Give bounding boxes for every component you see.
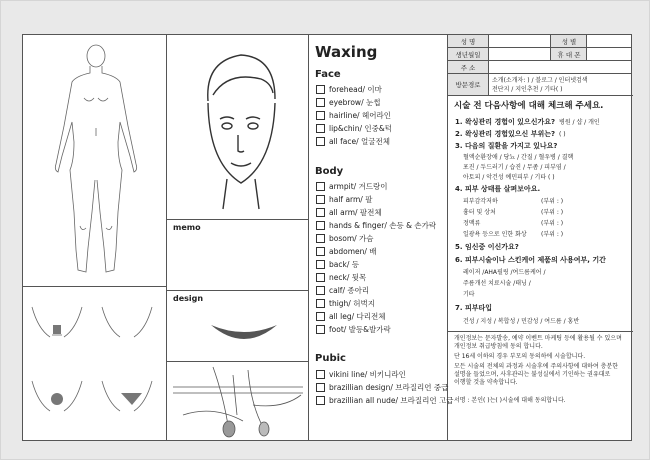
divider: [166, 35, 167, 440]
divider: [447, 95, 633, 96]
question-4-row: 흉터 및 상처: [463, 209, 496, 216]
divider: [448, 60, 632, 61]
checkbox-item[interactable]: all arm/ 팔전체: [316, 206, 436, 219]
checkbox[interactable]: [316, 370, 325, 379]
section-pubic: Pubic: [315, 353, 346, 364]
address-field[interactable]: [488, 61, 633, 73]
checkbox-item[interactable]: back/ 등: [316, 258, 436, 271]
question-4-row: 일광욕 등으로 인한 화상: [463, 231, 527, 238]
question-4-row-area: (부위 : ): [541, 209, 564, 216]
face-item-list: [316, 83, 392, 148]
question-4-row: 피부감각저하: [463, 198, 498, 205]
checkbox-item[interactable]: all leg/ 다리전체: [316, 310, 436, 323]
visit-route-label: 방문경로: [448, 74, 488, 95]
gender-field[interactable]: [586, 35, 633, 47]
section-body: Body: [315, 166, 344, 177]
checkbox-item[interactable]: brazillian all nude/ 브라질리언 고급: [316, 394, 453, 407]
divider: [447, 331, 633, 332]
question-6-line-2: 주름개선 치료시술 /태닝 /: [463, 280, 531, 287]
memo-label: memo: [173, 223, 201, 232]
checkbox[interactable]: [316, 221, 325, 230]
bikini-design-shape: [209, 323, 279, 347]
question-7-options: 건성 / 지성 / 복합성 / 민감성 / 여드름 / 홍반: [463, 318, 580, 325]
gender-label: 성 별: [550, 35, 587, 47]
question-7: 7. 피부타입: [455, 304, 493, 312]
checkbox-item[interactable]: lip&chin/ 인중&턱: [316, 122, 392, 135]
checkbox[interactable]: [316, 98, 325, 107]
waxing-consultation-sheet: [22, 34, 632, 441]
question-2: 2. 왁싱관리 경험있으신 부위는? ( ): [455, 130, 566, 138]
checkbox-item[interactable]: foot/ 발등&발가락: [316, 323, 436, 336]
birth-field[interactable]: [488, 48, 551, 60]
checkbox[interactable]: [316, 273, 325, 282]
checkbox[interactable]: [316, 299, 325, 308]
phone-label: 휴 대 폰: [550, 48, 587, 60]
question-4: 4. 피부 상태를 살펴보아요.: [455, 185, 541, 193]
divider: [488, 74, 489, 95]
pubic-area-diagrams: [24, 289, 165, 439]
divider: [166, 361, 308, 362]
checkbox-item[interactable]: bosom/ 가슴: [316, 232, 436, 245]
checkbox-item[interactable]: thigh/ 허벅지: [316, 297, 436, 310]
question-6-line-3: 기타: [463, 291, 475, 298]
checkbox[interactable]: [316, 195, 325, 204]
waxing-title: Waxing: [315, 43, 378, 61]
checkbox[interactable]: [316, 137, 325, 146]
checkbox-item[interactable]: hands & finger/ 손등 & 손가락: [316, 219, 436, 232]
checkbox[interactable]: [316, 286, 325, 295]
question-3-line-1: 혈액순환장애 / 당뇨 / 간질 / 혈우병 / 결핵: [463, 154, 574, 161]
question-4-row-area: (부위 : ): [541, 231, 564, 238]
checkbox-item[interactable]: brazillian design/ 브라질리언 중급: [316, 381, 453, 394]
checkbox-item[interactable]: armpit/ 겨드랑이: [316, 180, 436, 193]
checkbox-item[interactable]: vikini line/ 비키니라인: [316, 368, 453, 381]
body-item-list: [316, 180, 436, 336]
divider: [448, 73, 632, 74]
question-4-row-area: (부위 : ): [541, 220, 564, 227]
divider: [166, 290, 308, 291]
checkbox-item[interactable]: half arm/ 팔: [316, 193, 436, 206]
address-label: 주 소: [448, 61, 488, 73]
visit-route-options-1: 소개(소개자: ) / 블로그 / 인터넷검색: [492, 77, 588, 84]
checkbox-item[interactable]: eyebrow/ 눈썹: [316, 96, 392, 109]
question-3: 3. 다음의 질환을 가지고 있나요?: [455, 142, 558, 150]
checkbox[interactable]: [316, 182, 325, 191]
divider: [448, 47, 632, 48]
hair-follicle-diagram: [173, 365, 303, 441]
checkbox-item[interactable]: forehead/ 이마: [316, 83, 392, 96]
checkbox-item[interactable]: abdomen/ 배: [316, 245, 436, 258]
question-4-row: 정맥류: [463, 220, 481, 227]
name-field[interactable]: [488, 35, 551, 47]
checkbox[interactable]: [316, 396, 325, 405]
checkbox[interactable]: [316, 260, 325, 269]
phone-field[interactable]: [586, 48, 633, 60]
checkbox[interactable]: [316, 325, 325, 334]
question-6-line-1: 레이저 /AHA필링 /여드름케어 /: [463, 269, 546, 276]
divider: [23, 286, 166, 287]
question-4-row-area: (부위 : ): [541, 198, 564, 205]
name-label: 성 명: [448, 35, 488, 47]
question-6: 6. 피부시술이나 스킨케어 제품의 사용여부, 기간: [455, 256, 606, 264]
checkbox[interactable]: [316, 111, 325, 120]
face-diagram: [183, 43, 293, 213]
question-3-line-2: 포진 / 두드러기 / 습진 / 무좀 / 피부염 /: [463, 164, 566, 171]
checkbox[interactable]: [316, 208, 325, 217]
checkbox-item[interactable]: hairline/ 헤어라인: [316, 109, 392, 122]
section-face: Face: [315, 69, 341, 80]
design-label: design: [173, 294, 204, 303]
pubic-item-list: [316, 368, 453, 407]
divider: [308, 35, 309, 440]
question-3-line-3: 아토피 / 악건성 예민피부 / 기타 ( ): [463, 174, 555, 181]
checkbox-item[interactable]: calf/ 종아리: [316, 284, 436, 297]
question-5: 5. 임신중 이신가요?: [455, 243, 519, 251]
birth-label: 생년월일: [448, 48, 488, 60]
checkbox[interactable]: [316, 234, 325, 243]
visit-route-options-2: 전단지 / 지인추천 / 기타( ): [492, 86, 563, 93]
checkbox[interactable]: [316, 124, 325, 133]
body-front-diagram: [24, 36, 165, 286]
checkbox[interactable]: [316, 85, 325, 94]
customer-info-table: [448, 35, 632, 95]
checkbox-item[interactable]: all face/ 얼굴전체: [316, 135, 392, 148]
question-1: 1. 왁싱관리 경험이 있으신가요? 병원 / 샵 / 개인: [455, 118, 600, 126]
checklist-heading: 시술 전 다음사항에 대해 체크해 주세요.: [454, 101, 604, 111]
consent-text: 개인정보는 문자발송, 예약 이벤트 마케팅 등에 활용될 수 있으며 개인정보 취급방침에 동의 합니다. 단 16세 이하의 경우 부모의 동의하에 시술합니다. 모든 시술의 전체의 과정과 시술후에 주의사항에 대하여 충분한 설명을 들었으며, 사후관리는 불성실에서 기인하는 권유대로 이행할 것을 약속합니다.: [454, 335, 622, 386]
divider: [166, 219, 308, 220]
checkbox[interactable]: [316, 247, 325, 256]
checkbox[interactable]: [316, 383, 325, 392]
checkbox-item[interactable]: neck/ 뒷목: [316, 271, 436, 284]
signature-line[interactable]: 서명 : 본인( )는( )시술에 대해 동의합니다.: [454, 397, 566, 404]
checkbox[interactable]: [316, 312, 325, 321]
